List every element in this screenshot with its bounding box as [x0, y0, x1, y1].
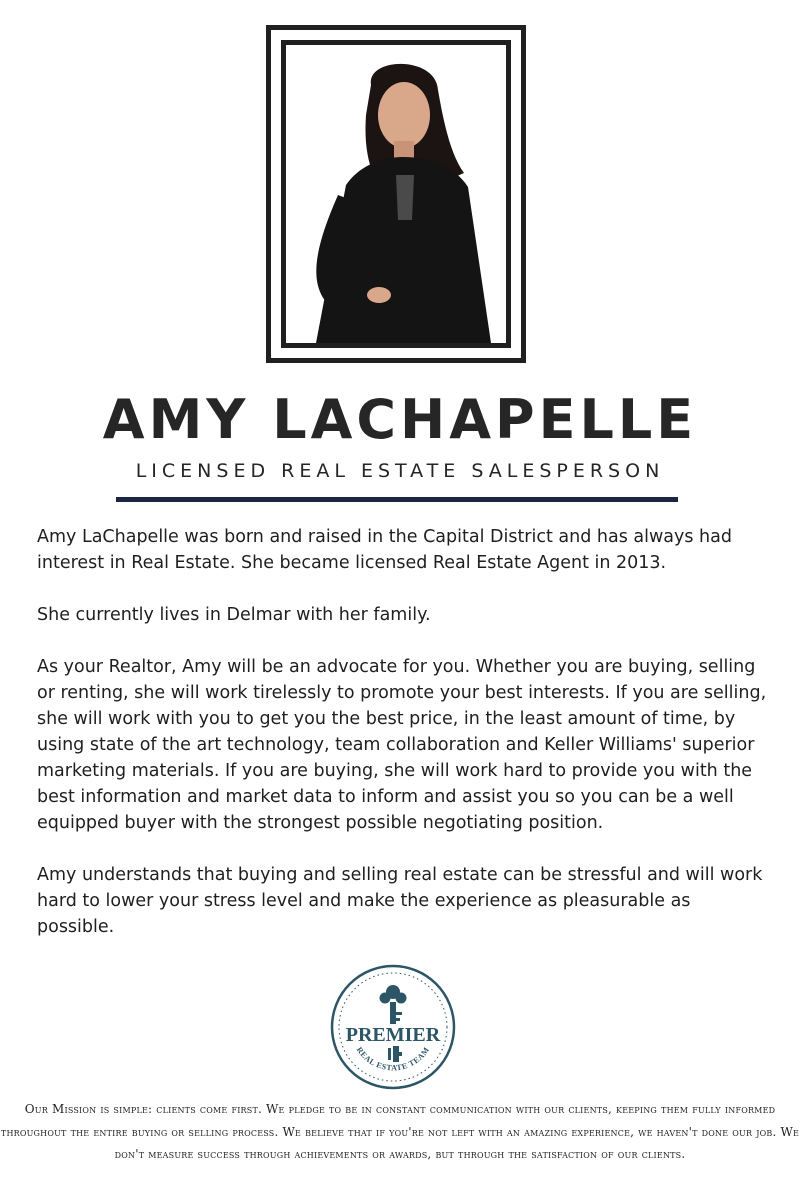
bio-section — [37, 524, 767, 966]
divider — [116, 497, 678, 502]
svg-text:PREMIER: PREMIER — [345, 1024, 441, 1046]
bio-paragraph: She currently lives in Delmar with her family. — [37, 605, 431, 625]
svg-text:REAL ESTATE TEAM: REAL ESTATE TEAM — [354, 1045, 432, 1073]
premier-real-estate-team-logo — [330, 964, 456, 1090]
portrait-illustration — [286, 45, 506, 343]
agent-name: AMY LACHAPELLE — [102, 388, 698, 451]
bio-paragraph: Amy understands that buying and selling real estate can be stressful and will work hard to lower your stress level and make the experience as pleasurable as possible. — [37, 865, 763, 937]
portrait-photo — [281, 40, 511, 348]
portrait-frame — [266, 25, 526, 363]
premier-logo — [330, 964, 456, 1090]
mission-statement: Our Mission is simple: clients come first. We pledge to be in constant communication with our clients, keeping them fully informed throughout the entire buying or selling process. We believe that if you're not left with an amazing experience, we haven't done our job. We don't measure success through achievements or awards, but through the satisfaction of our clients. — [0, 1102, 800, 1161]
agent-title: LICENSED REAL ESTATE SALESPERSON — [135, 460, 665, 482]
bio-paragraph: Amy LaChapelle was born and raised in the Capital District and has always had interest in Real Estate. She became licensed Real Estate Agent in 2013. — [37, 527, 732, 573]
bio-paragraph: As your Realtor, Amy will be an advocate for you. Whether you are buying, selling or renting, she will work tirelessly to promote your best interests. If you are selling, she will work with you to get you the best price, in the least amount of time, by using state of the art technology, team collaboration and Keller Williams' superior marketing materials. If you are buying, she will work hard to provide you with the best information and market data to inform and assist you so you can be a well equipped buyer with the strongest possible negotiating position. — [37, 657, 767, 833]
